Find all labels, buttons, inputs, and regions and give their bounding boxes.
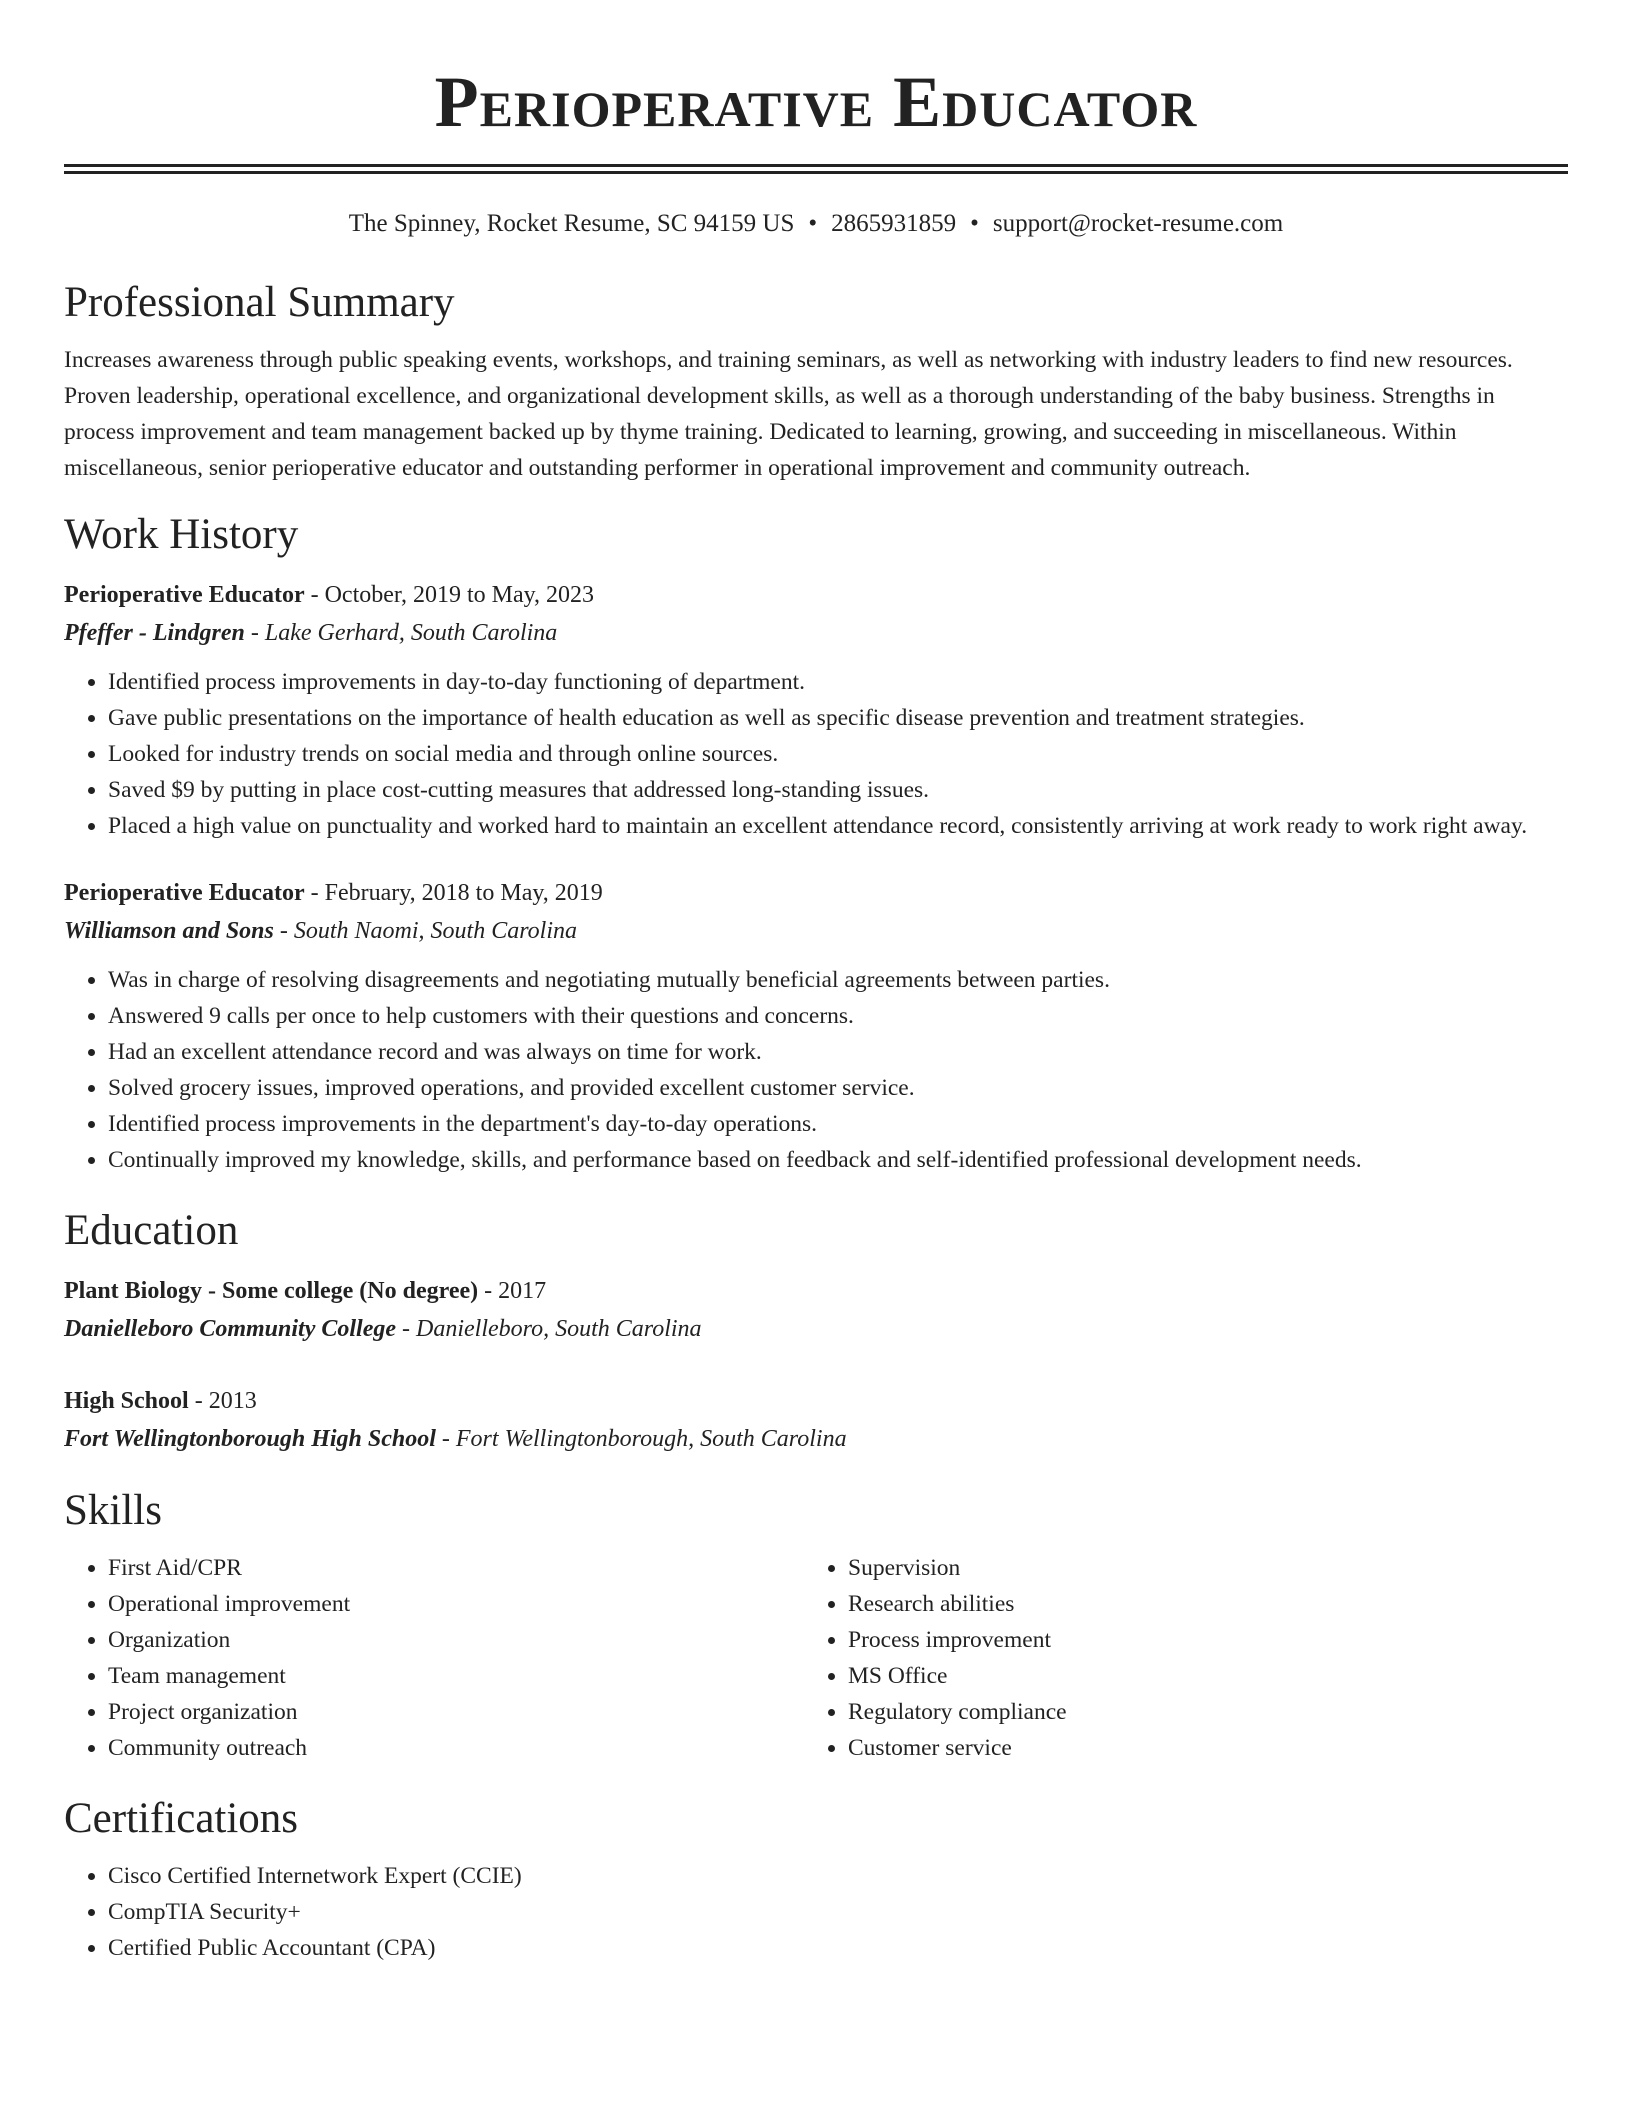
list-item: • Solved grocery issues, improved operations, and provided excellent customer service. (108, 1070, 1568, 1106)
certification-item: • CompTIA Security+ (108, 1894, 1568, 1930)
list-item: • Gave public presentations on the importance of health education as well as specific disease prevention and treatment strategies. (108, 700, 1568, 736)
contact-separator: • (808, 210, 818, 237)
skills-column-left (64, 1550, 804, 1766)
contact-phone: 2865931859 (831, 210, 957, 237)
job-role: Perioperative Educator (64, 880, 305, 906)
list-item: • Had an excellent attendance record and was always on time for work. (108, 1034, 1568, 1070)
job-header (64, 874, 1568, 912)
education-school: Fort Wellingtonborough High School (64, 1426, 436, 1452)
education-year: - 2017 (478, 1278, 547, 1304)
job-entry (64, 576, 1568, 844)
certifications-list (64, 1858, 1568, 1966)
job-entry (64, 874, 1568, 1178)
skills-grid (64, 1550, 1568, 1766)
list-item: • Answered 9 calls per once to help customers with their questions and concerns. (108, 998, 1568, 1034)
skill-item: • Process improvement (848, 1622, 1544, 1658)
list-item: • Identified process improvements in day-to-day functioning of department. (108, 664, 1568, 700)
skill-item: • First Aid/CPR (108, 1550, 804, 1586)
list-item: • Saved $9 by putting in place cost-cutting measures that addressed long-standing issues. (108, 772, 1568, 808)
education-year: - 2013 (188, 1388, 257, 1414)
job-bullets (64, 664, 1568, 844)
education-degree: High School (64, 1388, 189, 1414)
job-location: - Lake Gerhard, South Carolina (244, 620, 558, 646)
job-employer (64, 912, 1568, 950)
list-item: • Continually improved my knowledge, skills, and performance based on feedback and self-identified professional development needs. (108, 1142, 1568, 1178)
list-item: • Placed a high value on punctuality and worked hard to maintain an excellent attendance record, consistently arriving at work ready to work right away. (108, 808, 1568, 844)
job-company: Williamson and Sons (64, 918, 274, 944)
job-company: Pfeffer - Lindgren (64, 620, 245, 646)
job-header (64, 576, 1568, 614)
contact-email: support@rocket-resume.com (992, 210, 1284, 237)
contact-separator: • (970, 210, 979, 237)
certification-item: • Cisco Certified Internetwork Expert (CCIE) (108, 1858, 1568, 1894)
list-item: • Identified process improvements in the department's day-to-day operations. (108, 1106, 1568, 1142)
education-entry (64, 1382, 1568, 1458)
skills-heading: Skills (64, 1487, 162, 1534)
education-location: - Danielleboro, South Carolina (396, 1316, 702, 1342)
job-bullets (64, 962, 1568, 1178)
skill-item: • MS Office (848, 1658, 1544, 1694)
skill-item: • Supervision (848, 1550, 1544, 1586)
resume-name: Perioperative Educator (434, 62, 1198, 142)
education-location: - Fort Wellingtonborough, South Carolina (435, 1426, 847, 1452)
header-divider (64, 164, 1568, 174)
education-school-line (64, 1310, 1568, 1348)
education-heading: Education (64, 1207, 239, 1254)
skill-item: • Community outreach (108, 1730, 804, 1766)
skill-item: • Customer service (848, 1730, 1544, 1766)
education-header (64, 1382, 1568, 1420)
skill-item: • Regulatory compliance (848, 1694, 1544, 1730)
summary-text: Increases awareness through public speaking events, workshops, and training seminars, as well as networking with industry leaders to find new resources. Proven leadership, operational excellence, and organizational development skills, as well as a thorough understanding of the baby business. Strengths in process improvement and team management backed up by thyme training. Dedicated to learning, growing, and succeeding in miscellaneous. Within miscellaneous, senior perioperative educator and outstanding performer in operational improvement and community outreach. (64, 347, 1513, 481)
skill-item: • Research abilities (848, 1586, 1544, 1622)
education-degree: Plant Biology - Some college (No degree) (64, 1278, 479, 1304)
job-employer (64, 614, 1568, 652)
list-item: • Looked for industry trends on social media and through online sources. (108, 736, 1568, 772)
summary-heading: Professional Summary (64, 279, 455, 326)
job-role: Perioperative Educator (64, 582, 305, 608)
work-history-heading: Work History (64, 511, 299, 558)
education-school-line (64, 1420, 1568, 1458)
education-entry (64, 1272, 1568, 1348)
skill-item: • Team management (108, 1658, 804, 1694)
contact-line (64, 208, 1568, 240)
education-school: Danielleboro Community College (64, 1316, 397, 1342)
list-item: • Was in charge of resolving disagreements and negotiating mutually beneficial agreements between parties. (108, 962, 1568, 998)
job-dates: - October, 2019 to May, 2023 (304, 582, 595, 608)
job-dates: - February, 2018 to May, 2019 (304, 880, 603, 906)
skill-item: • Operational improvement (108, 1586, 804, 1622)
contact-address: The Spinney, Rocket Resume, SC 94159 US (348, 210, 795, 237)
skill-item: • Project organization (108, 1694, 804, 1730)
education-header (64, 1272, 1568, 1310)
skills-column-right (804, 1550, 1544, 1766)
certifications-heading: Certifications (64, 1795, 299, 1842)
skill-item: • Organization (108, 1622, 804, 1658)
job-location: - South Naomi, South Carolina (273, 918, 577, 944)
certification-item: • Certified Public Accountant (CPA) (108, 1930, 1568, 1966)
